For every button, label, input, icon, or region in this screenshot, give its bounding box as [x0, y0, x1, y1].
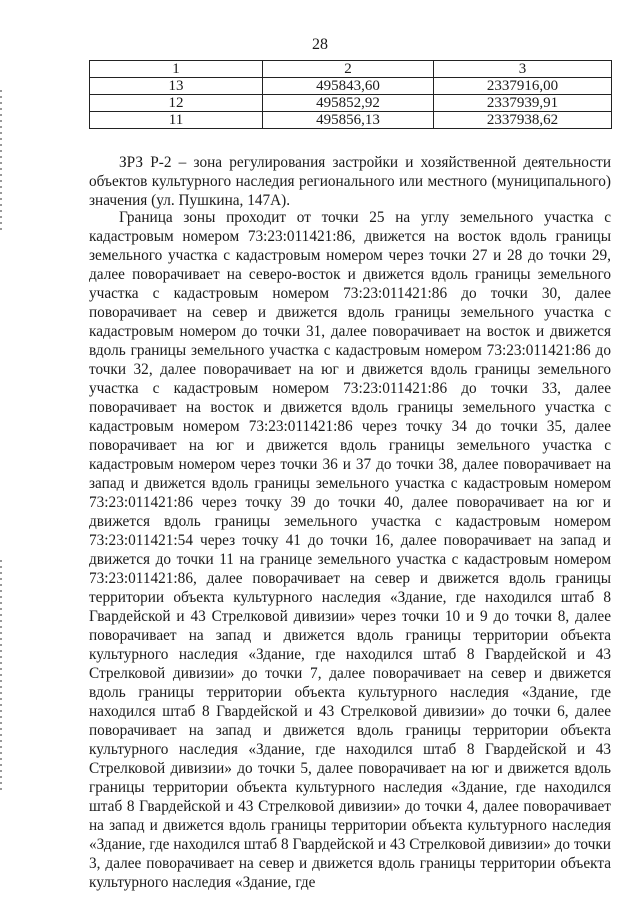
point-number-cell: 12 [90, 95, 263, 112]
coordinates-table [89, 60, 612, 129]
scan-margin-mark-top [0, 90, 2, 230]
table-header-cell: 1 [90, 61, 263, 78]
x-coordinate-cell: 495852,92 [263, 95, 434, 112]
table-header-cell: 2 [263, 61, 434, 78]
table-header-row [90, 61, 612, 78]
table-header-cell: 3 [434, 61, 612, 78]
zone-title-paragraph: ЗРЗ Р-2 – зона регулирования застройки и хозяйственной деятельности объектов культурного наследия регионального или местного (муниципального) значения (ул. Пушкина, 147А). [89, 154, 611, 209]
y-coordinate-cell: 2337939,91 [434, 95, 612, 112]
point-number-cell: 13 [90, 78, 263, 95]
y-coordinate-cell: 2337916,00 [434, 78, 612, 95]
point-number-cell: 11 [90, 112, 263, 129]
boundary-description-paragraph: Граница зоны проходит от точки 25 на углу земельного участка с кадастровым номером 73:23:011421:86, движется на восток вдоль границы земельного участка с кадастровым номером через точки 27 и 28 до точки 29, далее поворачивает на северо-восток и движется вдоль границы земельного участка с кадастровым номером 73:23:011421:86 до точки 30, далее поворачивает на север и движется вдоль границы земельного участка с кадастровым номером до точки 31, далее поворачивает на восток и движется вдоль границы земельного участка с кадастровым номером 73:23:011421:86 до точки 32, далее поворачивает на юг и движется вдоль границы земельного участка с кадастровым номером 73:23:011421:86 до точки 33, далее поворачивает на восток и движется вдоль границы земельного участка с кадастровым номером 73:23:011421:86 через точку 34 до точки 35, далее поворачивает на юг и движется вдоль границы земельного участка с кадастровым номером через точки 36 и 37 до точки 38, далее поворачивает на запад и движется вдоль границы земельного участка с кадастровым номером 73:23:011421:86 через точку 39 до точки 40, далее поворачивает на юг и движется вдоль границы земельного участка с кадастровым номером 73:23:011421:54 через точку 41 до точки 16, далее поворачивает на запад и движется до точки 11 на границе земельного участка с кадастровым номером 73:23:011421:86, далее поворачивает на север и движется вдоль границы территории объекта культурного наследия «Здание, где находился штаб 8 Гвардейской и 43 Стрелковой дивизии» через точки 10 и 9 до точки 8, далее поворачивает на запад и движется вдоль границы территории объекта культурного наследия «Здание, где находился штаб 8 Гвардейской и 43 Стрелковой дивизии» до точки 7, далее поворачивает на север и движется вдоль границы территории объекта культурного наследия «Здание, где находился штаб 8 Гвардейской и 43 Стрелковой дивизии» до точки 6, далее поворачивает на запад и движется вдоль границы территории объекта культурного наследия «Здание, где находился штаб 8 Гвардейской и 43 Стрелковой дивизии» до точки 5, далее поворачивает на юг и движется вдоль границы территории объекта культурного наследия «Здание, где находился штаб 8 Гвардейской и 43 Стрелковой дивизии» до точки 4, далее поворачивает на запад и движется вдоль границы территории объекта культурного наследия «Здание, где находился штаб 8 Гвардейской и 43 Стрелковой дивизии» до точки 3, далее поворачивает на север и движется вдоль границы территории объекта культурного наследия «Здание, где [89, 209, 611, 891]
page-number: 28 [312, 36, 328, 53]
x-coordinate-cell: 495843,60 [263, 78, 434, 95]
scan-margin-mark-bottom [0, 560, 2, 790]
table-row [90, 112, 612, 129]
table-row [90, 78, 612, 95]
y-coordinate-cell: 2337938,62 [434, 112, 612, 129]
x-coordinate-cell: 495856,13 [263, 112, 434, 129]
table-row [90, 95, 612, 112]
